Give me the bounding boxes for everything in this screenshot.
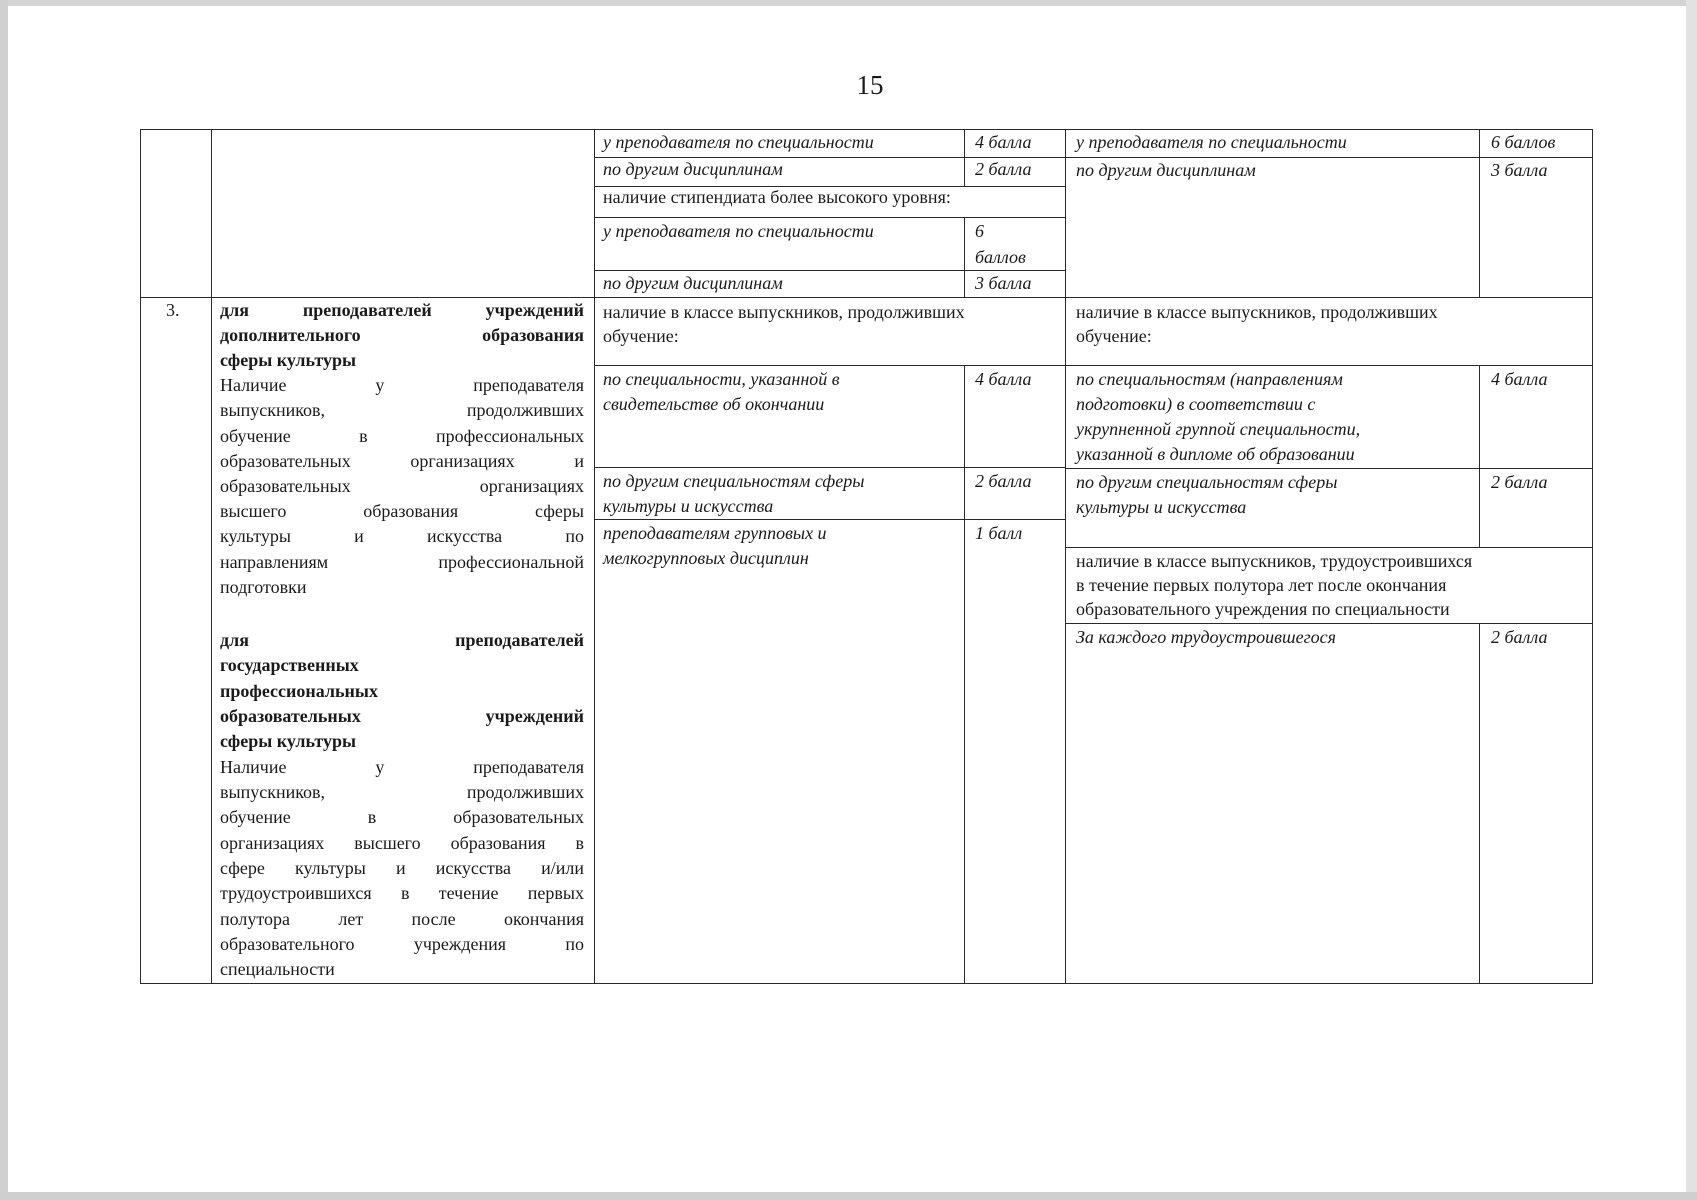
para1-line: направлениям профессиональной [220,552,584,572]
para1-line: образовательных организациях [220,476,584,496]
mid-r3-h-3 [594,519,1065,520]
mid-r3-row-text: преподавателям групповых и [603,523,827,543]
col-sep-criteria [594,129,595,984]
mid-r3-row-score: 2 балла [975,471,1032,491]
heading2-line: сферы культуры [220,731,357,751]
right-row-specialty-score: 6 баллов [1491,132,1556,152]
right-score-sep-b [1479,365,1480,547]
mid-scholar-other: по другим дисциплинам [603,273,783,293]
mid-scholar-heading: наличие стипендиата более высокого уровня: [603,187,951,207]
para1-line: культуры и искусства по [220,526,584,546]
scan-edge-left [0,0,8,1200]
page-number: 15 [856,70,884,100]
mid-r3-row-score: 4 балла [975,369,1032,389]
right-r3-row-text: по специальностям (направлениям [1076,369,1343,389]
heading2-line: государственных [220,655,359,675]
mid-score-sep-b [964,217,965,297]
mid-r3-row-score: 1 балл [975,523,1023,543]
right-employed-heading: в течение первых полутора лет после окончания [1076,575,1447,595]
mid-row-other: по другим дисциплинам [603,159,783,179]
right-r3-row-text: указанной в дипломе об образовании [1076,444,1355,464]
mid-row-specialty: у преподавателя по специальности [603,132,874,152]
right-score-sep-c [1479,623,1480,984]
right-employed-heading: наличие в классе выпускников, трудоустроившихся [1076,551,1473,571]
right-graduates-heading: обучение: [1076,326,1152,346]
para2-line: выпускников, продолживших [220,782,584,802]
right-r3-h-3 [1065,547,1592,548]
right-r3-row-text: подготовки) в соответствии с [1076,394,1316,414]
right-r3-h-2 [1065,468,1592,469]
mid-score-sep-c [964,365,965,984]
right-row-other-score: 3 балла [1491,160,1548,180]
scan-edge-bottom [0,1192,1697,1200]
right-employed-heading: образовательного учреждения по специальности [1076,599,1450,619]
right-r3-row-text: по другим специальностям сферы [1076,472,1338,492]
right-employed-row-score: 2 балла [1491,627,1548,647]
mid-r3-h-2 [594,467,1065,468]
para2-line: специальности [220,959,335,979]
right-graduates-heading: наличие в классе выпускников, продолживших [1076,302,1438,322]
para2-line: Наличие у преподавателя [220,757,584,777]
heading1-line: сферы культуры [220,350,357,370]
para1-line: выпускников, продолживших [220,400,584,420]
para1-line: высшего образования сферы [220,501,584,521]
right-employed-row-text: За каждого трудоустроившегося [1076,627,1336,647]
mid-r3-row-text: свидетельстве об окончании [603,394,825,414]
heading2-line: для преподавателей [220,630,584,650]
scan-edge-right [1686,0,1697,1200]
right-r3-row-text: культуры и искусства [1076,497,1247,517]
table-right-border [1592,129,1593,984]
right-row-specialty: у преподавателя по специальности [1076,132,1347,152]
right-r3-h-4 [1065,623,1592,624]
mid-graduates-heading: обучение: [603,326,679,346]
right-r3-row-score: 4 балла [1491,369,1548,389]
right-r3-row-score: 2 балла [1491,472,1548,492]
para2-line: полутора лет после окончания [220,909,584,929]
scan-edge-top [0,0,1697,6]
mid-h-3 [594,217,1065,218]
mid-row-other-score: 2 балла [975,159,1032,179]
para2-line: организациях высшего образования в [220,833,584,853]
col-sep-mid-right [1065,129,1066,984]
right-row-other: по другим дисциплинам [1076,160,1256,180]
col-sep-number [211,129,212,984]
table-left-border [140,129,141,984]
para2-line: сфере культуры и искусства и/или [220,858,584,878]
para1-line: подготовки [220,577,307,597]
mid-scholar-other-score: 3 балла [975,273,1032,293]
mid-scholar-specialty-score-1: 6 [975,221,984,241]
mid-r3-row-text: по специальности, указанной в [603,369,840,389]
para2-line: обучение в образовательных [220,807,584,827]
para1-line: образовательных организациях и [220,451,584,471]
mid-r3-row-text: культуры и искусства [603,496,774,516]
mid-row-specialty-score: 4 балла [975,132,1032,152]
right-score-sep-a [1479,129,1480,297]
para1-line: Наличие у преподавателя [220,375,584,395]
mid-r3-row-text: мелкогрупповых дисциплин [603,548,809,568]
para2-line: образовательного учреждения по [220,934,584,954]
para1-line: обучение в профессиональных [220,426,584,446]
mid-r3-row-text: по другим специальностям сферы [603,471,865,491]
right-r3-h-1 [1065,365,1592,366]
mid-graduates-heading: наличие в классе выпускников, продолживших [603,302,965,322]
mid-r3-h-1 [594,365,1065,366]
heading2-line: образовательных учреждений [220,706,584,726]
mid-scholar-specialty-score-2: баллов [975,247,1026,267]
right-r3-row-text: укрупненной группой специальности, [1076,419,1361,439]
heading1-line: для преподавателей учреждений [220,300,584,320]
heading1-line: дополнительного образования [220,325,584,345]
table-bottom-border [140,983,1592,984]
para2-line: трудоустроившихся в течение первых [220,883,584,903]
row3-number: 3. [166,300,180,320]
mid-scholar-specialty: у преподавателя по специальности [603,221,874,241]
heading2-line: профессиональных [220,681,378,701]
